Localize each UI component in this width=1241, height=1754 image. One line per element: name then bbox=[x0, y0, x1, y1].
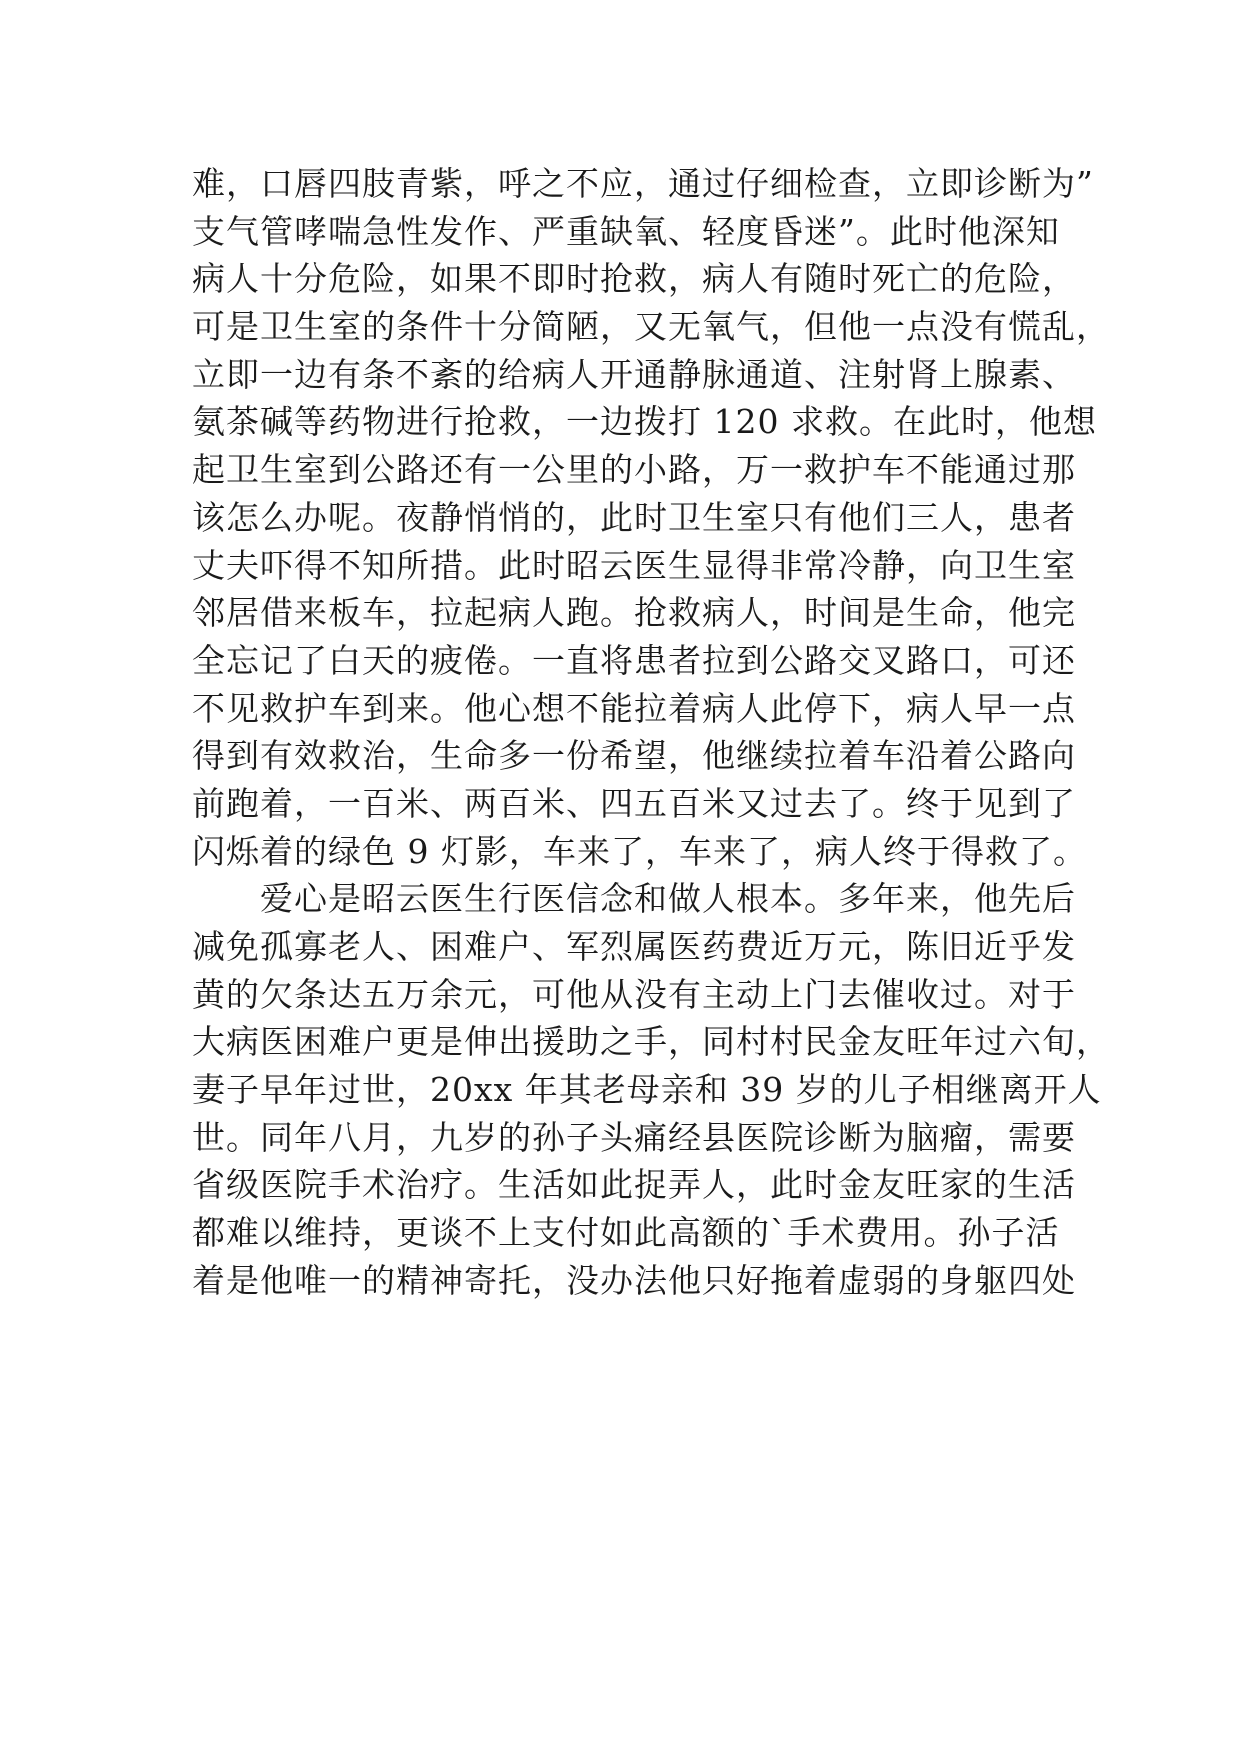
text-line: 爱心是昭云医生行医信念和做人根本。多年来，他先后 bbox=[192, 879, 1076, 919]
text-line: 妻子早年过世，20xx 年其老母亲和 39 岁的儿子相继离开人 bbox=[192, 1070, 1102, 1110]
text-line: 难，口唇四肢青紫，呼之不应，通过仔细检查，立即诊断为” bbox=[192, 164, 1094, 203]
text-line: 闪烁着的绿色 9 灯影，车来了，车来了，病人终于得救了。 bbox=[192, 831, 1087, 871]
text-line: 支气管哮喘急性发作、严重缺氧、轻度昏迷”。此时他深知 bbox=[192, 211, 1060, 251]
text-line: 都难以维持，更谈不上支付如此高额的`手术费用。孙子活 bbox=[192, 1213, 1060, 1253]
text-line: 省级医院手术治疗。生活如此捉弄人，此时金友旺家的生活 bbox=[192, 1165, 1076, 1205]
text-line: 大病医困难户更是伸出援助之手，同村村民金友旺年过六旬， bbox=[192, 1022, 1110, 1062]
text-line: 黄的欠条达五万余元，可他从没有主动上门去催收过。对于 bbox=[192, 974, 1076, 1014]
text-line: 氨茶碱等药物进行抢救，一边拨打 120 求救。在此时，他想 bbox=[192, 402, 1097, 442]
text-line: 立即一边有条不紊的给病人开通静脉通道、注射肾上腺素、 bbox=[192, 354, 1076, 394]
text-line: 得到有效救治，生命多一份希望，他继续拉着车沿着公路向 bbox=[192, 736, 1076, 776]
text-line: 病人十分危险，如果不即时抢救，病人有随时死亡的危险， bbox=[192, 259, 1076, 299]
text-line: 前跑着，一百米、两百米、四五百米又过去了。终于见到了 bbox=[192, 783, 1076, 823]
text-line: 丈夫吓得不知所措。此时昭云医生显得非常冷静，向卫生室 bbox=[192, 545, 1076, 585]
text-line: 邻居借来板车，拉起病人跑。抢救病人，时间是生命，他完 bbox=[192, 593, 1076, 633]
body-text bbox=[192, 160, 1110, 1305]
text-line: 全忘记了白天的疲倦。一直将患者拉到公路交叉路口，可还 bbox=[192, 640, 1076, 680]
text-line: 着是他唯一的精神寄托，没办法他只好拖着虚弱的身躯四处 bbox=[192, 1260, 1076, 1300]
text-line: 可是卫生室的条件十分简陋，又无氧气，但他一点没有慌乱， bbox=[192, 307, 1110, 347]
text-line: 减免孤寡老人、困难户、军烈属医药费近万元，陈旧近乎发 bbox=[192, 927, 1076, 966]
text-line: 世。同年八月，九岁的孙子头痛经县医院诊断为脑瘤，需要 bbox=[192, 1117, 1076, 1157]
text-line: 该怎么办呢。夜静悄悄的，此时卫生室只有他们三人，患者 bbox=[192, 497, 1076, 537]
text-line: 起卫生室到公路还有一公里的小路，万一救护车不能通过那 bbox=[192, 450, 1076, 490]
text-line: 不见救护车到来。他心想不能拉着病人此停下，病人早一点 bbox=[192, 688, 1076, 728]
